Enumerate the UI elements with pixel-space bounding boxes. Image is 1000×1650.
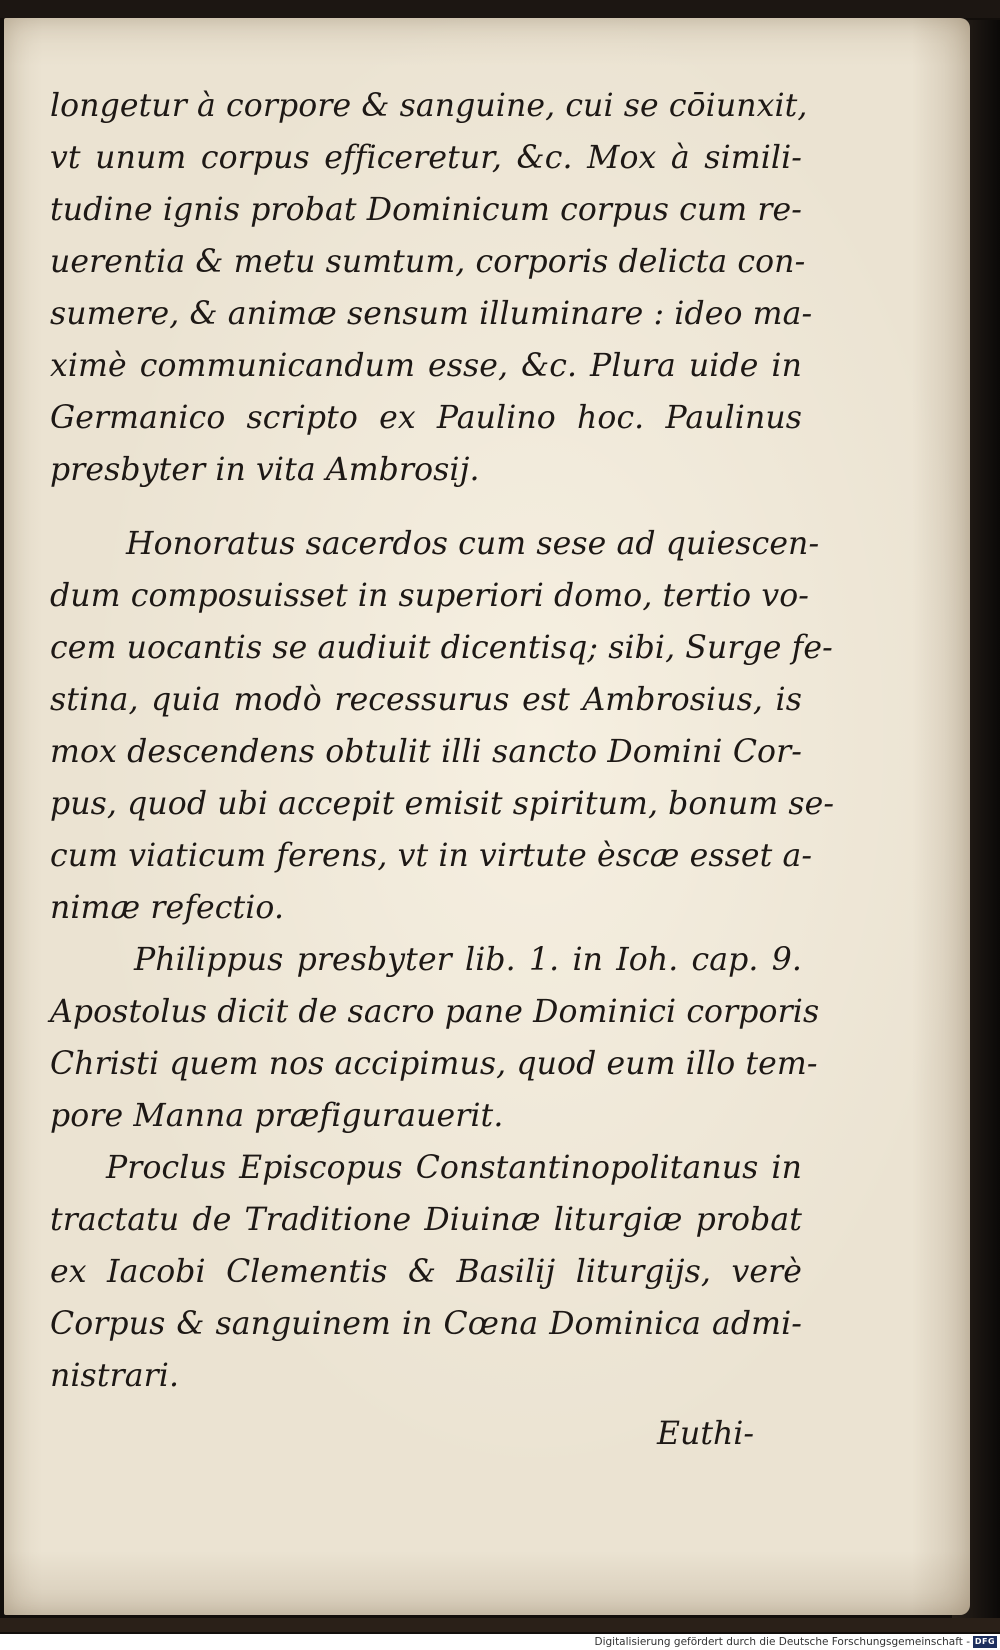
text-line: cem uocantis se audiuit dicentisq; sibi, Surge fe- (50, 630, 833, 666)
text-line: dum composuisset in superiori domo, tertio vo- (50, 578, 810, 614)
text-line: ximè communicandum esse, &c. Plura uide in (50, 348, 802, 384)
text-line: Philippus presbyter lib. 1. in Ioh. cap. 9. (134, 942, 802, 978)
text-line: sumere, & animæ sensum illuminare : ideo ma- (50, 296, 813, 332)
paragraph-gap (50, 496, 802, 518)
funding-credit: Digitalisierung gefördert durch die Deutsche Forschungsgemeinschaft - (594, 1636, 970, 1648)
page-text (50, 80, 835, 1402)
text-line: Christi quem nos accipimus, quod eum illo tem- (50, 1046, 818, 1082)
text-line: vt unum corpus efficeretur, &c. Mox à simili- (50, 140, 802, 176)
text-line: Corpus & sanguinem in Cœna Dominica admi- (50, 1306, 802, 1342)
catchword: Euthi- (657, 1416, 754, 1452)
text-line: tractatu de Traditione Diuinæ liturgiæ probat (50, 1202, 802, 1238)
text-line: presbyter in vita Ambrosij. (50, 452, 480, 488)
footer-credit-bar (0, 1634, 1000, 1650)
text-line: Germanico scripto ex Paulino hoc. Paulinus (50, 400, 802, 436)
text-line: nistrari. (50, 1358, 180, 1394)
text-line: longetur à corpore & sanguine, cui se cōiunxit, (50, 88, 808, 124)
scan-top-edge (0, 0, 1000, 18)
text-line: uerentia & metu sumtum, corporis delicta con- (50, 244, 806, 280)
text-line: Proclus Episcopus Constantinopolitanus in (106, 1150, 802, 1186)
dfg-logo: DFG (974, 1637, 996, 1646)
text-line: cum viaticum ferens, vt in virtute èscæ esset a- (50, 838, 813, 874)
text-line: stina, quia modò recessurus est Ambrosius, is (50, 682, 802, 718)
text-line: nimæ refectio. (50, 890, 285, 926)
text-line: pore Manna præfigurauerit. (50, 1098, 504, 1134)
text-line: ex Iacobi Clementis & Basilij liturgijs, verè (50, 1254, 802, 1290)
text-line: Apostolus dicit de sacro pane Dominici corporis (50, 994, 820, 1030)
text-line: Honoratus sacerdos cum sese ad quiescen- (126, 526, 820, 562)
text-line: tudine ignis probat Dominicum corpus cum re- (50, 192, 802, 228)
book-page (4, 18, 970, 1615)
text-line: mox descendens obtulit illi sancto Domini Cor- (50, 734, 802, 770)
scan-bottom-edge (0, 1618, 1000, 1632)
text-line: pus, quod ubi accepit emisit spiritum, bonum se- (50, 786, 835, 822)
